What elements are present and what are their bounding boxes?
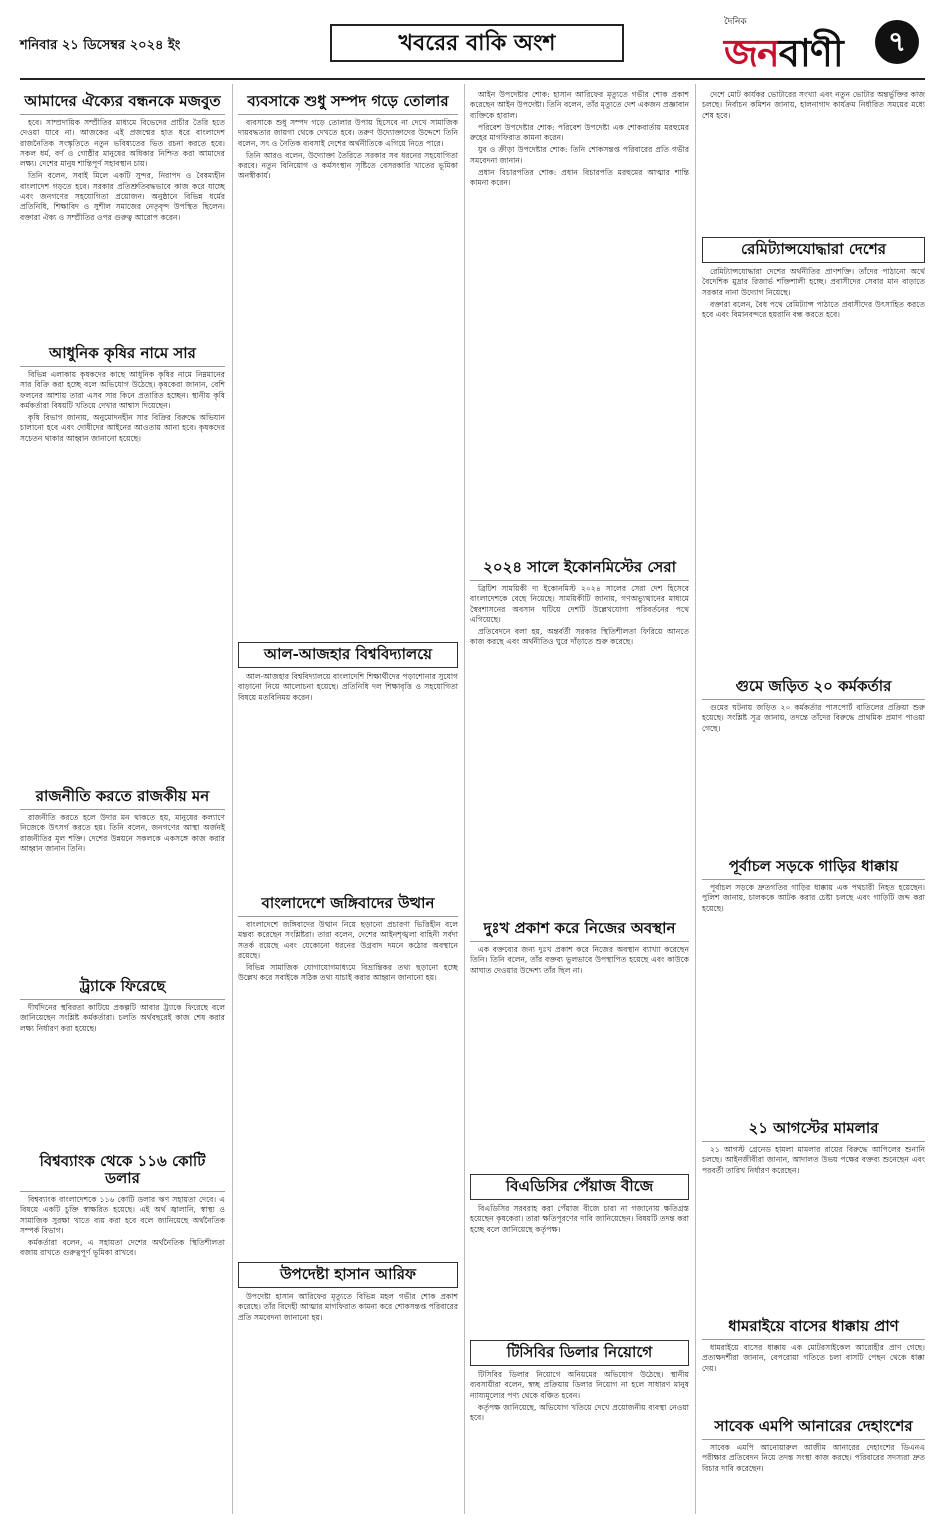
article — [470, 917, 689, 1167]
article-paragraph: বিভিন্ন সামাজিক যোগাযোগমাধ্যমে বিভ্রান্তিকর তথ্য ছড়ানো হচ্ছে উল্লেখ করে সবাইকে সঠিক তথ্য যাচাই করার আহ্বান জানানো হয়। — [238, 963, 458, 983]
article — [470, 1338, 689, 1515]
article-body — [20, 118, 225, 223]
article-paragraph: দেশে মোট কার্যকর ভোটারের সংখ্যা এবং নতুন ভোটার অন্তর্ভুক্তির কাজ চলছে। নির্বাচন কমিশন জানায়, হালনাগাদ কার্যক্রম নির্ধারিত সময়ের মধ্যে শেষ হবে। — [702, 90, 925, 120]
article — [20, 90, 225, 338]
article-body — [470, 1204, 689, 1235]
article — [20, 1150, 225, 1515]
article-paragraph: দীর্ঘদিনের স্থবিরতা কাটিয়ে প্রকল্পটি আবার ট্র্যাকে ফিরেছে বলে জানিয়েছেন সংশ্লিষ্ট কর্মকর্তারা। চলতি অর্থবছরেই কাজ শেষ করার লক্ষ্য নির্ধারণ করা হয়েছে। — [20, 1003, 225, 1033]
article-paragraph: ধামরাইয়ে বাসের ধাক্কায় এক মোটরসাইকেল আরোহীর প্রাণ গেছে। প্রত্যক্ষদর্শীরা জানান, বেপরোয়া গতিতে চলা বাসটি পেছন থেকে ধাক্কা দেয়। — [702, 1343, 925, 1373]
section-title: খবরের বাকি অংশ — [330, 24, 624, 62]
article-body — [20, 370, 225, 444]
article-headline: আমাদের ঐক্যের বন্ধনকে মজবুত — [20, 90, 225, 115]
article-paragraph: টিসিবির ডিলার নিয়োগে অনিয়মের অভিযোগ উঠেছে। স্থানীয় ব্যবসায়ীরা বলেন, স্বচ্ছ প্রক্রিয়ায় ডিলার নিয়োগ না হলে সাধারণ মানুষ ন্যায্যমূল্যের পণ্য থেকে বঞ্চিত হবেন। — [470, 1370, 689, 1400]
article-headline: দুঃখ প্রকাশ করে নিজের অবস্থান — [470, 917, 689, 942]
article-headline: ২১ আগস্টের মামলার — [702, 1117, 925, 1142]
article — [702, 1315, 925, 1410]
article-paragraph: প্রধান বিচারপতির শোক: প্রধান বিচারপতি মরহুমের আত্মার শান্তি কামনা করেন। — [470, 168, 689, 188]
article-headline: উপদেষ্টা হাসান আরিফ — [238, 1262, 458, 1288]
article-paragraph: প্রতিবেদনে বলা হয়, অন্তর্বর্তী সরকার স্থিতিশীলতা ফিরিয়ে আনতে কাজ করছে এবং অর্থনীতিও ঘুরে দাঁড়াতে শুরু করেছে। — [470, 627, 689, 647]
article-paragraph: কর্তৃপক্ষ জানিয়েছে, অভিযোগ খতিয়ে দেখে প্রয়োজনীয় ব্যবস্থা নেওয়া হবে। — [470, 1402, 689, 1423]
article-headline: ধামরাইয়ে বাসের ধাক্কায় প্রাণ — [702, 1315, 925, 1340]
article — [702, 235, 925, 670]
article-body — [20, 813, 225, 854]
article — [702, 675, 925, 850]
article-headline: ২০২৪ সালে ইকোনমিস্টের সেরা — [470, 556, 689, 581]
article-headline: সাবেক এমপি আনারের দেহাংশের — [702, 1415, 925, 1440]
newspaper-logo — [704, 14, 919, 75]
article-body — [702, 1145, 925, 1176]
article — [470, 1172, 689, 1332]
article-paragraph: বক্তারা বলেন, বৈধ পথে রেমিট্যান্স পাঠাতে প্রবাসীদের উৎসাহিত করতে হবে এবং বিমানবন্দরে হয়রানি বন্ধ করতে হবে। — [702, 299, 925, 320]
article — [20, 975, 225, 1145]
article-paragraph: বিএডিসির সরবরাহ করা পেঁয়াজ বীজে চারা না গজানোয় ক্ষতিগ্রস্ত হয়েছেন কৃষকেরা। তারা ক্ষতিপূরণের দাবি জানিয়েছেন। বিষয়টি তদন্ত করা হচ্ছে বলে জানিয়েছে কর্তৃপক্ষ। — [470, 1204, 689, 1234]
column-divider — [232, 84, 233, 1514]
article-paragraph: আল-আজহার বিশ্ববিদ্যালয়ে বাংলাদেশি শিক্ষার্থীদের পড়াশোনার সুযোগ বাড়ানো নিয়ে আলোচনা হয়েছে। প্রতিনিধি দল শিক্ষাবৃত্তি ও সহযোগিতা বিষয়ে মতবিনিময় করেন। — [238, 672, 458, 702]
article-headline: ব্যবসাকে শুধু সম্পদ গড়ে তোলার — [238, 90, 458, 115]
article-headline: আধুনিক কৃষির নামে সার — [20, 342, 225, 367]
article-body — [238, 920, 458, 984]
article — [702, 1415, 925, 1515]
article-headline: বাংলাদেশে জঙ্গিবাদের উত্থান — [238, 892, 458, 917]
article — [238, 892, 458, 1255]
article-paragraph: যুব ও ক্রীড়া উপদেষ্টার শোক: তিনি শোকসন্তপ্ত পরিবারের প্রতি গভীর সমবেদনা জানান। — [470, 145, 689, 165]
column-divider — [695, 84, 696, 1514]
header-rule — [20, 78, 925, 80]
column-divider — [464, 84, 465, 1514]
article-headline: ট্র্যাকে ফিরেছে — [20, 975, 225, 1000]
article-body — [702, 703, 925, 734]
article-headline: টিসিবির ডিলার নিয়োগে — [470, 1340, 689, 1366]
article — [702, 1117, 925, 1310]
article-paragraph: পূর্বাচল সড়কে দ্রুতগতির গাড়ির ধাক্কায় এক পথচারী নিহত হয়েছেন। পুলিশ জানায়, চালককে আটক করার চেষ্টা চলছে এবং গাড়িটি জব্দ করা হয়েছে। — [702, 883, 925, 913]
article-paragraph: ২১ আগস্ট গ্রেনেড হামলা মামলার রায়ের বিরুদ্ধে আপিলের শুনানি চলছে। আইনজীবীরা জানান, আদালত উভয় পক্ষের বক্তব্য শুনেছেন এবং পরবর্তী তারিখ নির্ধারণ করেছেন। — [702, 1145, 925, 1175]
article-paragraph: কর্মকর্তারা বলেন, এ সহায়তা দেশের অর্থনৈতিক স্থিতিশীলতা বজায় রাখতে গুরুত্বপূর্ণ ভূমিকা রাখবে। — [20, 1238, 225, 1258]
article — [238, 1260, 458, 1515]
article-headline: রাজনীতি করতে রাজকীয় মন — [20, 785, 225, 810]
article-paragraph: তিনি বলেন, সবাই মিলে একটি সুন্দর, নিরাপদ ও বৈষম্যহীন বাংলাদেশ গড়তে হবে। সরকার প্রতিশ্রুতিবদ্ধভাবে কাজ করে যাচ্ছে এবং জনগণের সহযোগিতা প্রয়োজন। অনুষ্ঠানে বিভিন্ন ধর্মের প্রতিনিধি, শিক্ষাবিদ ও সুশীল সমাজের নেতৃবৃন্দ উপস্থিত ছিলেন। বক্তারা ঐক্য ও সম্প্রীতির ওপর গুরুত্ব আরোপ করেন। — [20, 171, 225, 222]
masthead — [0, 0, 945, 86]
article-paragraph: বিভিন্ন এলাকায় কৃষকদের কাছে আধুনিক কৃষির নামে নিম্নমানের সার বিক্রি করা হচ্ছে বলে অভিযোগ উঠেছে। কৃষকেরা জানান, বেশি ফলনের আশায় তারা এসব সার কিনে প্রতারিত হচ্ছেন। স্থানীয় কৃষি কর্মকর্তারা বিষয়টি খতিয়ে দেখার আশ্বাস দিয়েছেন। — [20, 370, 225, 410]
article-paragraph: ব্রিটিশ সাময়িকী দ্য ইকোনমিস্ট ২০২৪ সালের সেরা দেশ হিসেবে বাংলাদেশকে বেছে নিয়েছে। সাময়িকীটি জানায়, গণঅভ্যুত্থানের মাধ্যমে স্বৈরশাসনের অবসান ঘটিয়ে দেশটি উল্লেখযোগ্য পরিবর্তনের পথে এগিয়েছে। — [470, 584, 689, 624]
logo-daily-label: দৈনিক — [724, 17, 747, 27]
article-paragraph: সাবেক এমপি আনোয়ারুল আজীম আনারের দেহাংশের ডিএনএ পরীক্ষার প্রতিবেদন নিয়ে তদন্ত সংস্থা কাজ করছে। পরিবারের সদস্যরা দ্রুত বিচার দাবি করেছেন। — [702, 1443, 925, 1473]
page-number: ৭ — [875, 20, 919, 64]
article-paragraph: কৃষি বিভাগ জানায়, অনুমোদনহীন সার বিক্রির বিরুদ্ধে অভিযান চালানো হবে এবং দোষীদের আইনের আওতায় আনা হবে। কৃষকদের সচেতন থাকার আহ্বান জানানো হয়েছে। — [20, 413, 225, 443]
article-paragraph: তিনি আরও বলেন, উদ্যোক্তা তৈরিতে সরকার সব ধরনের সহযোগিতা করবে। নতুন বিনিয়োগ ও কর্মসংস্থান সৃষ্টিতে বেসরকারি খাতের ভূমিকা অনস্বীকার্য। — [238, 150, 458, 181]
article-paragraph: এক বক্তব্যের জন্য দুঃখ প্রকাশ করে নিজের অবস্থান ব্যাখ্যা করেছেন তিনি। তিনি বলেন, তাঁর বক্তব্য ভুলভাবে উপস্থাপিত হয়েছে এবং কাউকে আঘাত দেওয়ার উদ্দেশ্য তাঁর ছিল না। — [470, 945, 689, 975]
article-body — [20, 1003, 225, 1034]
article-paragraph: রাজনীতি করতে হলে উদার মন থাকতে হয়, মানুষের কল্যাণে নিজেকে উৎসর্গ করতে হয়। তিনি বলেন, জনগণের আস্থা অর্জনই রাজনীতির মূল শক্তি। দেশের উন্নয়নে সকলকে একসঙ্গে কাজ করার আহ্বান জানান তিনি। — [20, 813, 225, 853]
article-body — [702, 267, 925, 320]
article-headline: পূর্বাচল সড়কে গাড়ির ধাক্কায় — [702, 855, 925, 880]
article — [20, 342, 225, 780]
publication-date: শনিবার ২১ ডিসেম্বর ২০২৪ ইং — [20, 38, 181, 53]
article-headline: বিশ্বব্যাংক থেকে ১১৬ কোটি ডলার — [20, 1150, 225, 1192]
article-headline: বিএডিসির পেঁয়াজ বীজে — [470, 1174, 689, 1200]
article — [702, 90, 925, 230]
article-body — [470, 1370, 689, 1423]
article — [238, 640, 458, 888]
article-body — [702, 1343, 925, 1374]
article-paragraph: বাংলাদেশে জঙ্গিবাদের উত্থান নিয়ে ছড়ানো প্রচারণা ভিত্তিহীন বলে মন্তব্য করেছেন সংশ্লিষ্টরা। তারা বলেন, দেশের আইনশৃঙ্খলা বাহিনী সর্বদা সতর্ক রয়েছে এবং যেকোনো ধরনের উগ্রবাদ দমনে কঠোর অবস্থানে রয়েছে। — [238, 920, 458, 960]
article-body — [238, 672, 458, 703]
article-paragraph: বিশ্বব্যাংক বাংলাদেশকে ১১৬ কোটি ডলার ঋণ সহায়তা দেবে। এ বিষয়ে একটি চুক্তি স্বাক্ষরিত হয়েছে। এই অর্থ জ্বালানি, স্বাস্থ্য ও সামাজিক সুরক্ষা খাতে ব্যয় করা হবে বলে জানিয়েছে অর্থনৈতিক সম্পর্ক বিভাগ। — [20, 1195, 225, 1235]
article — [238, 90, 458, 635]
article-paragraph: আইন উপদেষ্টার শোক: হাসান আরিফের মৃত্যুতে গভীর শোক প্রকাশ করেছেন আইন উপদেষ্টা। তিনি বলেন, তাঁর মৃত্যুতে দেশ একজন প্রজ্ঞাবান ব্যক্তিকে হারাল। — [470, 90, 689, 120]
article-headline: গুমে জড়িত ২০ কর্মকর্তার — [702, 675, 925, 700]
logo-part-b: বাণী — [778, 30, 843, 75]
article — [20, 785, 225, 970]
article — [470, 556, 689, 911]
article-body — [20, 1195, 225, 1259]
article — [470, 90, 689, 550]
article-body — [702, 1443, 925, 1474]
article-body — [702, 90, 925, 121]
article-headline: রেমিট্যান্সযোদ্ধারা দেশের — [702, 237, 925, 263]
article-paragraph: হবে। সাম্প্রদায়িক সম্প্রীতির মাধ্যমে বিভেদের প্রাচীর তৈরি হতে দেওয়া যাবে না। আজকের এই প্রজন্মের হাত ধরে বাংলাদেশ রাজনৈতিক সংস্কৃতিতে নতুন ভবিষ্যতের ভিত রচনা করতে হবে। সকল ধর্ম, বর্ণ ও গোষ্ঠীর মানুষের অধিকার নিশ্চিত করা আমাদের লক্ষ্য। দেশের মানুষ শান্তিপূর্ণ সহাবস্থান চায়। — [20, 118, 225, 169]
article-body — [470, 584, 689, 648]
article-paragraph: পরিবেশ উপদেষ্টার শোক: পরিবেশ উপদেষ্টা এক শোকবার্তায় মরহুমের রুহের মাগফিরাত কামনা করেন। — [470, 122, 689, 143]
article-paragraph: উপদেষ্টা হাসান আরিফের মৃত্যুতে বিভিন্ন মহল গভীর শোক প্রকাশ করেছে। তাঁর বিদেহী আত্মার মাগফিরাত কামনা করে শোকসন্তপ্ত পরিবারের প্রতি সমবেদনা জানানো হয়। — [238, 1292, 458, 1322]
article-body — [470, 90, 689, 189]
article — [702, 855, 925, 1112]
article-body — [238, 1292, 458, 1323]
article-body — [470, 945, 689, 976]
article-paragraph: গুমের ঘটনায় জড়িত ২০ কর্মকর্তার পাসপোর্ট বাতিলের প্রক্রিয়া শুরু হয়েছে। সংশ্লিষ্ট সূত্র জানায়, তদন্তে তাঁদের বিরুদ্ধে প্রাথমিক প্রমাণ পাওয়া গেছে। — [702, 703, 925, 733]
article-paragraph: রেমিট্যান্সযোদ্ধারা দেশের অর্থনীতির প্রাণশক্তি। তাঁদের পাঠানো অর্থে বৈদেশিক মুদ্রার রিজার্ভ শক্তিশালী হচ্ছে। প্রবাসীদের সেবার মান বাড়াতে সরকার নানা উদ্যোগ নিয়েছে। — [702, 267, 925, 297]
logo-part-a: জন — [724, 30, 779, 75]
article-paragraph: ব্যবসাকে শুধু সম্পদ গড়ে তোলার উপায় হিসেবে না দেখে সামাজিক দায়বদ্ধতার জায়গা থেকে দেখতে হবে। তরুণ উদ্যোক্তাদের উদ্দেশে তিনি বলেন, সৎ ও নৈতিক ব্যবসাই দেশের অর্থনীতিকে এগিয়ে নিতে পারে। — [238, 118, 458, 148]
article-body — [238, 118, 458, 182]
article-body — [702, 883, 925, 914]
article-headline: আল-আজহার বিশ্ববিদ্যালয়ে — [238, 642, 458, 668]
